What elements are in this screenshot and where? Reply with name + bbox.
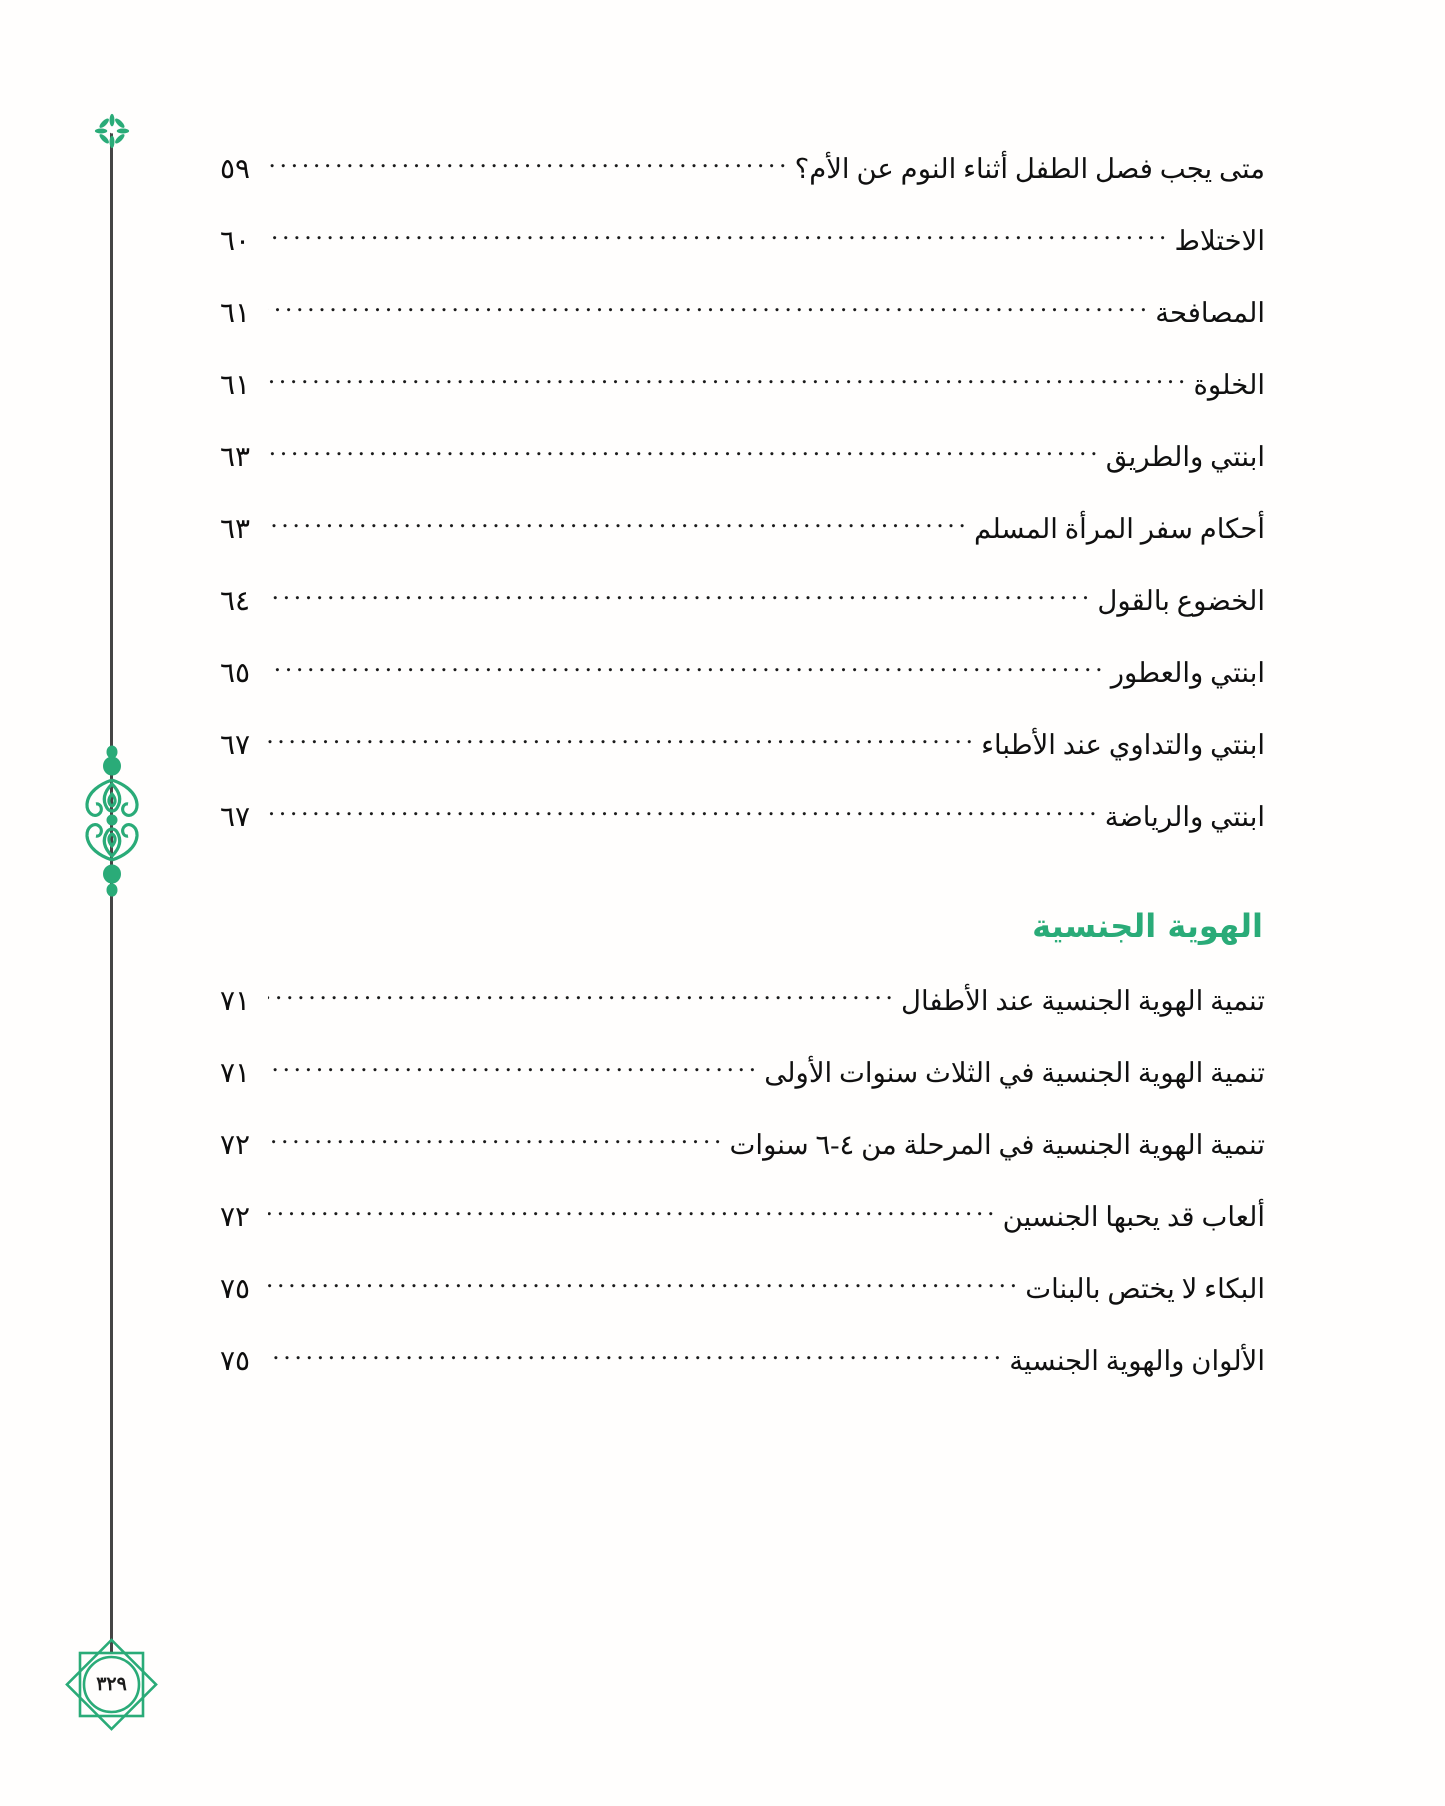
toc-entry[interactable] [220,222,1265,294]
toc-entry-page: ٦١ [220,369,251,401]
dot-leader [268,654,1107,682]
toc-entry[interactable] [220,294,1265,366]
dot-leader [268,150,791,178]
toc-entry-page: ٦٠ [220,225,251,257]
toc-list [220,150,1265,1414]
toc-entry-page: ٧٥ [220,1345,251,1377]
toc-entry-title: تنمية الهوية الجنسية في المرحلة من ٤-٦ سنوات [729,1128,1265,1160]
toc-entry-title: المصافحة [1155,296,1265,328]
toc-entry[interactable] [220,654,1265,726]
section-heading [220,870,1265,982]
toc-entry[interactable] [220,438,1265,510]
toc-entry-title: الاختلاط [1174,224,1265,256]
toc-entry-page: ٦٤ [220,585,251,617]
toc-entry-title: ابنتي والرياضة [1104,800,1265,832]
toc-entry[interactable] [220,1270,1265,1342]
toc-entry[interactable] [220,510,1265,582]
section-heading-label: الهوية الجنسية [1032,907,1263,945]
toc-entry-page: ٧١ [220,985,251,1017]
dot-leader [268,510,970,538]
toc-entry[interactable] [220,798,1265,870]
dot-leader [268,1054,760,1082]
toc-entry-page: ٧٢ [220,1129,251,1161]
dot-leader [268,726,977,754]
toc-entry[interactable] [220,1198,1265,1270]
dot-leader [268,294,1151,322]
toc-entry-title: البكاء لا يختص بالبنات [1025,1272,1265,1304]
flower-burst-ornament [93,112,131,150]
toc-entry[interactable] [220,150,1265,222]
toc-entry-title: تنمية الهوية الجنسية عند الأطفال [901,984,1265,1016]
toc-entry-title: أحكام سفر المرأة المسلم [974,512,1265,544]
toc-entry[interactable] [220,366,1265,438]
dot-leader [268,798,1101,826]
toc-entry-page: ٦٧ [220,801,251,833]
dot-leader [268,582,1093,610]
dot-leader [268,982,897,1010]
toc-entry-page: ٥٩ [220,153,251,185]
toc-entry-title: ابنتي والتداوي عند الأطباء [981,728,1265,760]
toc-entry-title: متى يجب فصل الطفل أثناء النوم عن الأم؟ [794,152,1265,184]
toc-entry[interactable] [220,1342,1265,1414]
toc-entry[interactable] [220,1054,1265,1126]
toc-entry-title: الألوان والهوية الجنسية [1009,1344,1265,1376]
toc-entry-page: ٧٢ [220,1201,251,1233]
toc-entry-title: الخلوة [1193,368,1265,400]
dot-leader [268,222,1171,250]
dot-leader [268,438,1102,466]
eight-point-star-badge [63,1636,160,1733]
dot-leader [268,366,1190,394]
toc-entry[interactable] [220,1126,1265,1198]
toc-entry[interactable] [220,982,1265,1054]
toc-entry-page: ٧١ [220,1057,251,1089]
toc-entry-title: ابنتي والعطور [1110,656,1265,688]
toc-entry-page: ٦٧ [220,729,251,761]
arabesque-medallion-ornament [74,740,150,900]
toc-entry-title: ابنتي والطريق [1105,440,1265,472]
toc-entry[interactable] [220,582,1265,654]
toc-entry-title: ألعاب قد يحبها الجنسين [1002,1200,1265,1232]
dot-leader [268,1126,726,1154]
toc-entry-page: ٦٣ [220,513,251,545]
toc-entry-page: ٦٣ [220,441,251,473]
toc-entry-page: ٦٥ [220,657,251,689]
toc-entry-title: الخضوع بالقول [1097,584,1265,616]
page-number: ٣٢٩ [96,1674,127,1695]
dot-leader [268,1342,1005,1370]
dot-leader [268,1270,1021,1298]
toc-entry-page: ٧٥ [220,1273,251,1305]
toc-entry[interactable] [220,726,1265,798]
dot-leader [268,1198,999,1226]
toc-entry-title: تنمية الهوية الجنسية في الثلاث سنوات الأولى [764,1056,1265,1088]
toc-entry-page: ٦١ [220,297,251,329]
